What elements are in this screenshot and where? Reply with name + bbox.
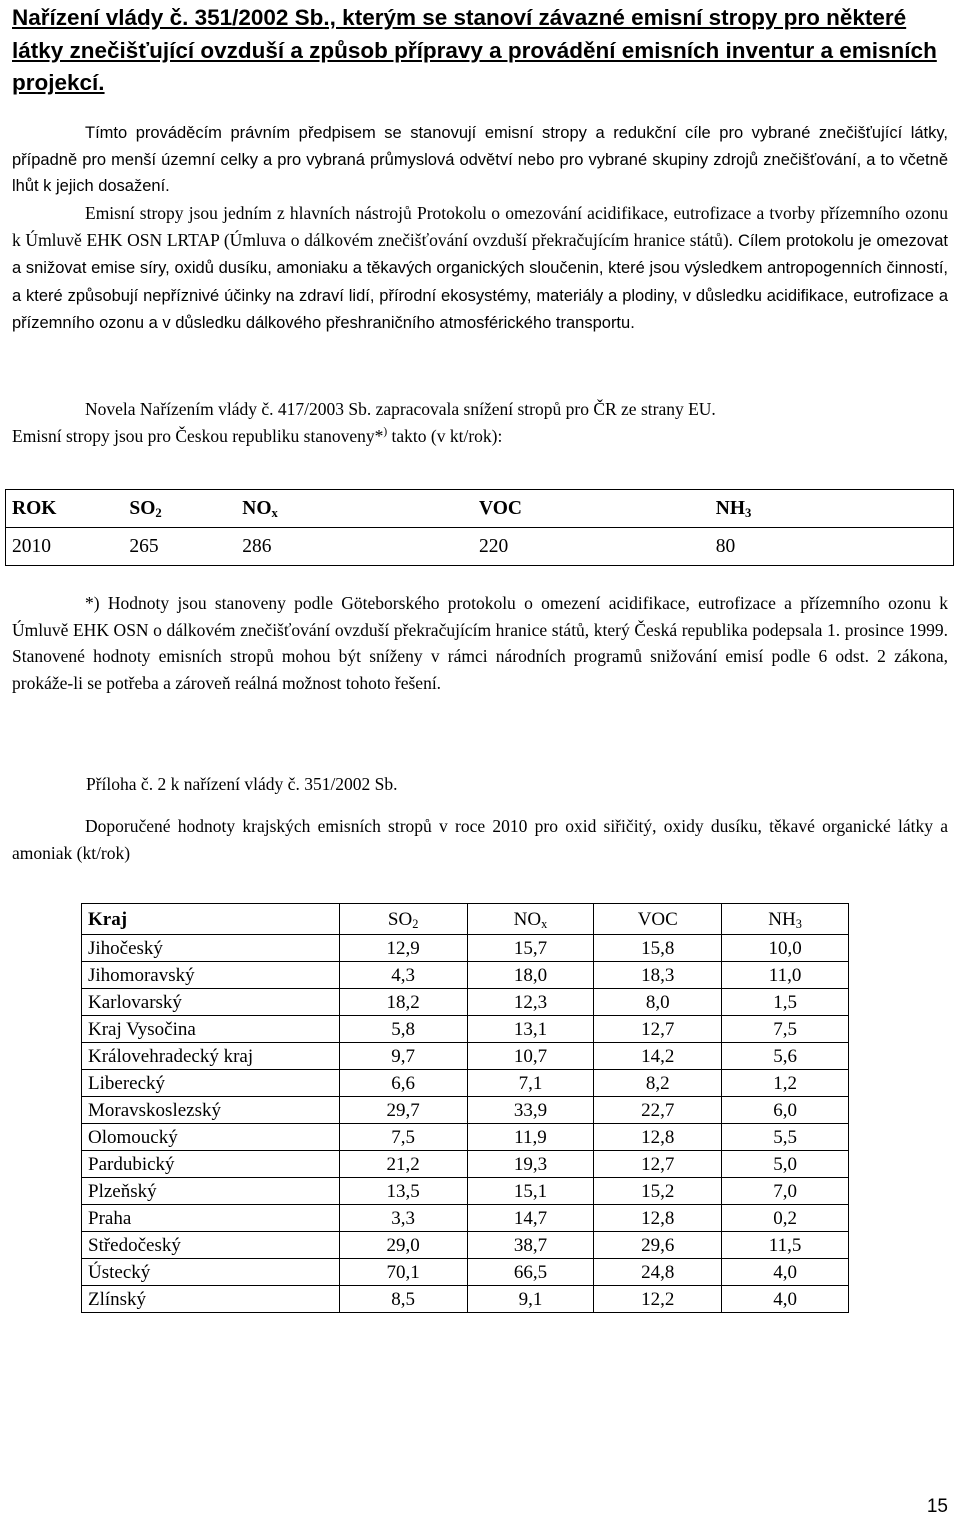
cell-year: 2010	[6, 528, 124, 566]
table-row	[82, 962, 849, 989]
cell-region: Středočeský	[82, 1232, 340, 1259]
cell-nh3: 5,6	[722, 1043, 849, 1070]
table-row	[82, 1070, 849, 1097]
cell-nh3: 11,0	[722, 962, 849, 989]
cell-nox: 13,1	[467, 1016, 594, 1043]
protocol-paragraph-first: Emisní stropy jsou jedním z hlavních nástrojů Protokolu o omezování acidifikace, eutrofizace a tvorby přízemního ozonu k Úmluvě EHK OSN LRTAP (Úmluva o dálkovém znečišťování ovzduší překračujícím hranice států).	[12, 203, 948, 250]
cell-region: Ústecký	[82, 1259, 340, 1286]
cell-so2: 18,2	[339, 989, 467, 1016]
cell-nox: 15,1	[467, 1178, 594, 1205]
header-voc: VOC	[473, 490, 710, 528]
cell-so2: 8,5	[339, 1286, 467, 1313]
table-row	[82, 989, 849, 1016]
cell-region: Jihomoravský	[82, 962, 340, 989]
cell-nh3: 1,2	[722, 1070, 849, 1097]
cell-voc: 24,8	[594, 1259, 722, 1286]
header-nh3: $NH_3$	[722, 904, 849, 935]
cell-voc: 18,3	[594, 962, 722, 989]
cell-region: Pardubický	[82, 1151, 340, 1178]
cell-so2: 70,1	[339, 1259, 467, 1286]
cell-nox: 33,9	[467, 1097, 594, 1124]
cell-nh3: 4,0	[722, 1259, 849, 1286]
cell-region: Praha	[82, 1205, 340, 1232]
cell-voc: 15,8	[594, 935, 722, 962]
cell-nh3: 7,0	[722, 1178, 849, 1205]
cell-region: Kraj Vysočina	[82, 1016, 340, 1043]
table-row	[82, 1016, 849, 1043]
protocol-paragraph	[12, 200, 948, 337]
ceilings-intro-start: Emisní stropy jsou pro Českou republiku stanoveny*	[12, 425, 384, 446]
table-header-row	[82, 904, 849, 935]
cell-voc: 15,2	[594, 1178, 722, 1205]
cell-so2: 4,3	[339, 962, 467, 989]
cell-nox: 7,1	[467, 1070, 594, 1097]
table-row	[82, 1232, 849, 1259]
cell-nox: 38,7	[467, 1232, 594, 1259]
cell-nh3: 5,5	[722, 1124, 849, 1151]
header-nox: $NO_x$	[467, 904, 594, 935]
cell-nox: 11,9	[467, 1124, 594, 1151]
cell-voc: 29,6	[594, 1232, 722, 1259]
cell-nh3: 11,5	[722, 1232, 849, 1259]
cell-so2: 21,2	[339, 1151, 467, 1178]
table-row	[82, 1286, 849, 1313]
cell-voc: 12,2	[594, 1286, 722, 1313]
cell-region: Olomoucký	[82, 1124, 340, 1151]
table-row	[82, 1043, 849, 1070]
ceilings-intro-end: takto (v kt/rok):	[387, 425, 503, 446]
cell-voc: 12,8	[594, 1205, 722, 1232]
cell-so2: 265	[123, 528, 236, 566]
table-row	[6, 528, 954, 566]
page-number: 15	[926, 1496, 948, 1517]
header-year: ROK	[6, 490, 124, 528]
cell-so2: 13,5	[339, 1178, 467, 1205]
cell-nh3: 6,0	[722, 1097, 849, 1124]
table-row	[82, 1151, 849, 1178]
cell-nh3: 10,0	[722, 935, 849, 962]
cell-voc: 14,2	[594, 1043, 722, 1070]
annex-description: Doporučené hodnoty krajských emisních stropů v roce 2010 pro oxid siřičitý, oxidy dusíku, těkavé organické látky a amoniak (kt/rok)	[12, 816, 948, 863]
footnote-paragraph: *) Hodnoty jsou stanoveny podle Göteborského protokolu o omezení acidifikace, eutrofizace a přízemního ozonu k Úmluvě EHK OSN o dálkovém znečišťování ovzduší překračujícím hranice států, který Česká republika podepsala 1. prosince 1999. Stanovené hodnoty emisních stropů mohou být sníženy v rámci národních programů snižování emisí podle 6 odst. 2 zákona, prokáže-li se potřeba a zároveň reálná možnost tohoto řešení.	[12, 593, 948, 693]
cell-nh3: 4,0	[722, 1286, 849, 1313]
cell-nh3: 1,5	[722, 989, 849, 1016]
cell-voc: 8,2	[594, 1070, 722, 1097]
cell-nox: 10,7	[467, 1043, 594, 1070]
amendment-line: Novela Nařízením vlády č. 417/2003 Sb. zapracovala snížení stropů pro ČR ze strany EU.	[85, 399, 716, 419]
cell-so2: 12,9	[339, 935, 467, 962]
cell-voc: 12,7	[594, 1016, 722, 1043]
cell-so2: 6,6	[339, 1070, 467, 1097]
cell-region: Jihočeský	[82, 935, 340, 962]
header-region: Kraj	[82, 904, 340, 935]
cell-voc: 8,0	[594, 989, 722, 1016]
table-row	[82, 935, 849, 962]
cell-so2: 9,7	[339, 1043, 467, 1070]
cell-region: Královehradecký kraj	[82, 1043, 340, 1070]
cell-region: Moravskoslezský	[82, 1097, 340, 1124]
table-row	[82, 1259, 849, 1286]
cell-voc: 22,7	[594, 1097, 722, 1124]
table-row	[82, 1097, 849, 1124]
cell-nox: 14,7	[467, 1205, 594, 1232]
cell-nh3: 7,5	[722, 1016, 849, 1043]
ceilings-intro-footnote-mark: )	[383, 425, 388, 438]
cell-voc: 220	[473, 528, 710, 566]
amendment-paragraph	[12, 396, 948, 449]
header-nox: $NO_x$	[236, 490, 473, 528]
header-nh3: $NH_3$	[710, 490, 954, 528]
cell-nox: 18,0	[467, 962, 594, 989]
cell-nh3: 80	[710, 528, 954, 566]
table-row	[82, 1178, 849, 1205]
emission-ceilings-table	[5, 489, 954, 566]
protocol-paragraph-rest: Cílem protokolu je omezovat a snižovat emise síry, oxidů dusíku, amoniaku a těkavých organických sloučenin, které jsou výsledkem antropogenních činností, a které způsobují nepříznivé účinky na zdraví lidí, přírodní ekosystémy, materiály a plodiny, v důsledku acidifikace, eutrofizace a přízemního ozonu a v důsledku dálkového přeshraničního atmosférického transportu.	[12, 231, 948, 332]
cell-so2: 29,7	[339, 1097, 467, 1124]
cell-region: Karlovarský	[82, 989, 340, 1016]
cell-so2: 7,5	[339, 1124, 467, 1151]
cell-so2: 3,3	[339, 1205, 467, 1232]
document-title: Nařízení vlády č. 351/2002 Sb., kterým se stanoví závazné emisní stropy pro některé látky znečišťující ovzduší a způsob přípravy a provádění emisních inventur a emisních projekcí.	[12, 5, 937, 95]
table-row	[82, 1205, 849, 1232]
cell-nh3: 0,2	[722, 1205, 849, 1232]
intro-paragraph: Tímto prováděcím právním předpisem se stanovují emisní stropy a redukční cíle pro vybrané znečišťující látky, případně pro menší územní celky a pro vybraná průmyslová odvětví nebo pro vybrané skupiny zdrojů znečišťování, a to včetně lhůt k jejich dosažení.	[12, 124, 948, 195]
cell-voc: 12,7	[594, 1151, 722, 1178]
header-so2: $SO_2$	[339, 904, 467, 935]
table-header-row	[6, 490, 954, 528]
header-voc: VOC	[594, 904, 722, 935]
table-row	[82, 1124, 849, 1151]
regional-table-body	[82, 935, 849, 1313]
cell-nox: 12,3	[467, 989, 594, 1016]
ceilings-intro-line	[12, 423, 948, 450]
header-so2: $SO_2$	[123, 490, 236, 528]
cell-so2: 29,0	[339, 1232, 467, 1259]
cell-region: Zlínský	[82, 1286, 340, 1313]
cell-nox: 19,3	[467, 1151, 594, 1178]
cell-voc: 12,8	[594, 1124, 722, 1151]
regional-ceilings-table	[81, 903, 849, 1313]
cell-nh3: 5,0	[722, 1151, 849, 1178]
cell-so2: 5,8	[339, 1016, 467, 1043]
cell-region: Liberecký	[82, 1070, 340, 1097]
cell-region: Plzeňský	[82, 1178, 340, 1205]
cell-nox: 9,1	[467, 1286, 594, 1313]
cell-nox: 15,7	[467, 935, 594, 962]
cell-nox: 286	[236, 528, 473, 566]
annex-heading: Příloha č. 2 k nařízení vlády č. 351/2002 Sb.	[86, 774, 398, 794]
cell-nox: 66,5	[467, 1259, 594, 1286]
